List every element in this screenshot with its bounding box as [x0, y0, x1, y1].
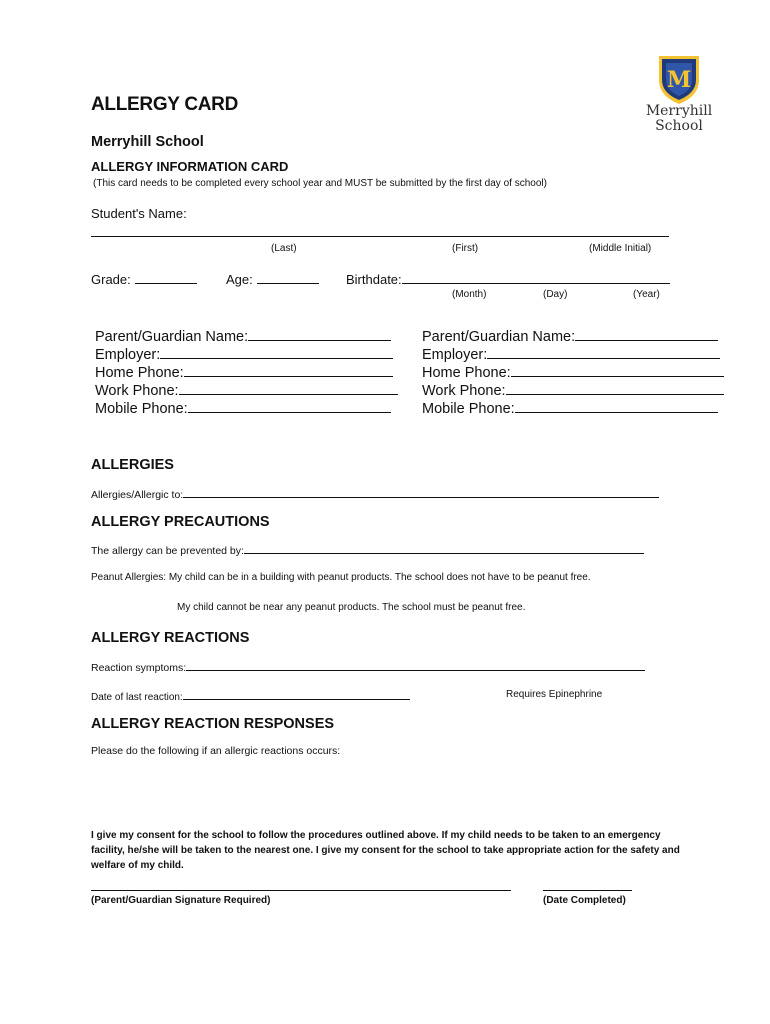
guardian-2-mobile-phone[interactable]: Mobile Phone:: [422, 400, 724, 418]
guardian-1-employer[interactable]: Employer:: [95, 346, 398, 364]
date-label: (Date Completed): [543, 895, 626, 906]
consent-text: I give my consent for the school to follow the procedures outlined above. If my child needs to be taken to an emergency facility, he/she will be taken to the nearest one. I give my consent for the school to take appropriate action for the safety and welfare of my child.: [91, 830, 680, 871]
sub-year: (Year): [633, 289, 660, 300]
school-name: Merryhill School: [91, 134, 204, 150]
school-logo: [640, 52, 718, 142]
responses-heading: ALLERGY REACTION RESPONSES: [91, 716, 335, 732]
last-reaction-field[interactable]: Date of last reaction:: [91, 689, 410, 703]
sub-last: (Last): [271, 243, 297, 254]
guardian-1-name[interactable]: Parent/Guardian Name:: [95, 328, 398, 346]
guardian-2-home-phone[interactable]: Home Phone:: [422, 364, 724, 382]
guardian-2: [422, 328, 724, 418]
age-field[interactable]: Age:: [226, 271, 319, 287]
guardian-1-home-phone[interactable]: Home Phone:: [95, 364, 398, 382]
prevented-by-field[interactable]: The allergy can be prevented by:: [91, 541, 644, 557]
signature-line[interactable]: [91, 890, 511, 891]
allergies-heading: ALLERGIES: [91, 457, 174, 473]
crest-icon: [640, 52, 718, 106]
responses-area[interactable]: [91, 765, 671, 820]
guardian-1-work-phone[interactable]: Work Phone:: [95, 382, 398, 400]
guardian-2-work-phone[interactable]: Work Phone:: [422, 382, 724, 400]
peanut-option-1[interactable]: Peanut Allergies: My child can be in a building with peanut products. The school does not have to be peanut free.: [91, 572, 591, 583]
sub-first: (First): [452, 243, 479, 254]
student-name-label: Student's Name:: [91, 206, 187, 221]
reactions-heading: ALLERGY REACTIONS: [91, 630, 250, 646]
card-note: (This card needs to be completed every school year and MUST be submitted by the first day of school): [93, 178, 547, 189]
sub-middle: (Middle Initial): [589, 243, 652, 254]
epinephrine-option[interactable]: Requires Epinephrine: [506, 689, 603, 700]
page-title: ALLERGY CARD: [91, 94, 238, 115]
guardian-1: [95, 328, 398, 418]
signature-label: (Parent/Guardian Signature Required): [91, 895, 271, 906]
guardian-1-mobile-phone[interactable]: Mobile Phone:: [95, 400, 398, 418]
sub-month: (Month): [452, 289, 487, 300]
date-line[interactable]: [543, 890, 632, 891]
reaction-symptoms-field[interactable]: Reaction symptoms:: [91, 658, 645, 674]
sub-day: (Day): [543, 289, 568, 300]
precautions-heading: ALLERGY PRECAUTIONS: [91, 514, 270, 530]
grade-field[interactable]: Grade:: [91, 271, 197, 287]
responses-instruction: Please do the following if an allergic reactions occurs:: [91, 745, 341, 757]
allergic-to-field[interactable]: Allergies/Allergic to:: [91, 485, 659, 501]
logo-name: Merryhill School: [645, 103, 713, 134]
crest-letter: M: [666, 67, 692, 93]
guardian-2-name[interactable]: Parent/Guardian Name:: [422, 328, 724, 346]
guardian-2-employer[interactable]: Employer:: [422, 346, 724, 364]
birthdate-field[interactable]: Birthdate:: [346, 271, 670, 287]
card-subtitle: ALLERGY INFORMATION CARD: [91, 159, 289, 174]
peanut-option-2[interactable]: My child cannot be near any peanut products. The school must be peanut free.: [177, 602, 526, 613]
student-name-line[interactable]: [91, 236, 669, 237]
